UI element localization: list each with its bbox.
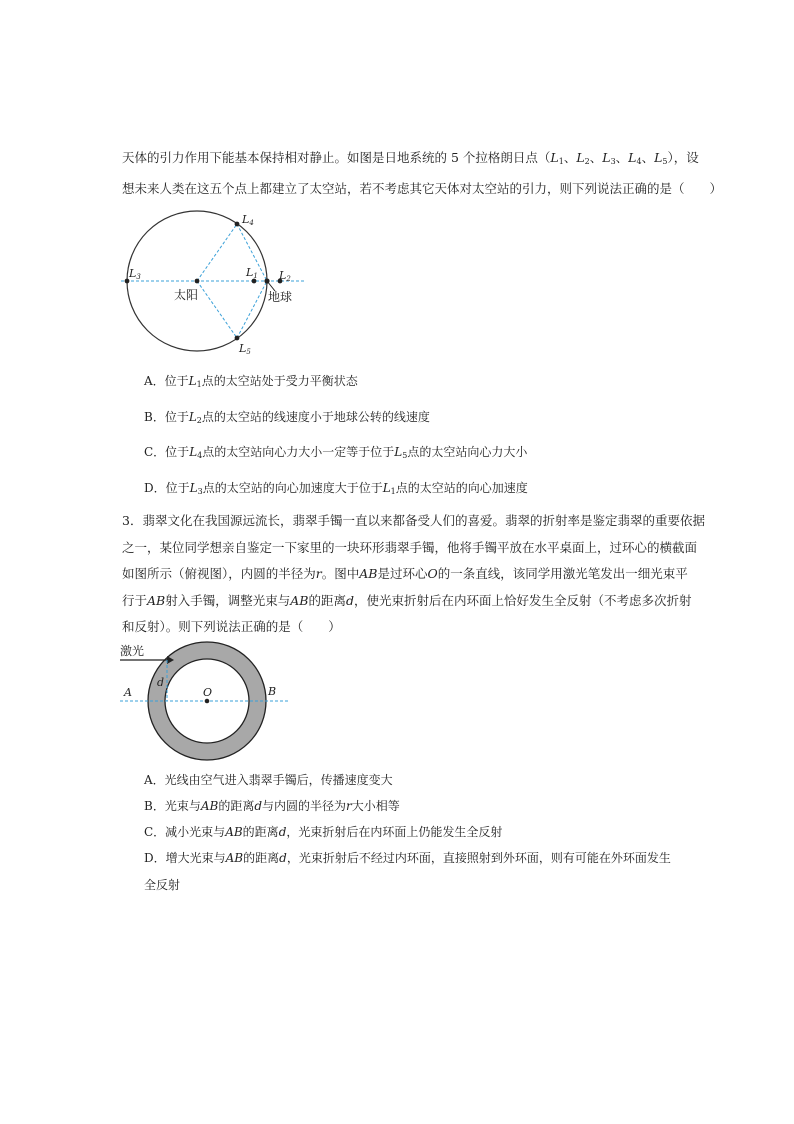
q3-stem-line3	[122, 566, 688, 582]
var-ab: AB	[290, 593, 309, 608]
q2-option-d[interactable]	[144, 480, 528, 500]
point-l4: L	[628, 150, 637, 165]
var-d: d	[278, 825, 287, 839]
text: 行于	[122, 593, 148, 608]
text: 射入手镯，调整光束与	[165, 593, 291, 608]
opt-text: 点的太空站的向心加速度	[395, 481, 528, 495]
q2-stem-line1	[122, 150, 699, 170]
q3-option-a[interactable]: A．光线由空气进入翡翠手镯后，传播速度变大	[144, 773, 393, 787]
opt-text: ，光束折射后不经过内环面，直接照射到外环面，则有可能在外环面发生	[286, 851, 671, 865]
var-ab: AB	[147, 593, 166, 608]
opt-var: L	[382, 481, 391, 495]
q2-stem-line2: 想未来人类在这五个点上都建立了太空站，若不考虑其它天体对太空站的引力，则下列说法正确的是（ ）	[122, 181, 723, 196]
sun-dot	[195, 279, 200, 284]
q2-option-a[interactable]	[144, 373, 358, 393]
text: 是过环心	[377, 566, 428, 581]
point-l3: L	[602, 150, 611, 165]
opt-text: B．位于	[144, 410, 189, 424]
sep: 、	[589, 150, 603, 165]
q3-option-c[interactable]	[144, 824, 502, 840]
opt-text: 点的太空站的线速度小于地球公转的线速度	[201, 410, 430, 424]
earth-label: 地球	[268, 290, 293, 304]
opt-text: 大小相等	[351, 799, 400, 813]
q3-option-d[interactable]	[144, 850, 671, 866]
text: 的一条直线，该同学用激光笔发出一细光束平	[437, 566, 688, 581]
sun-l4-line	[197, 224, 237, 281]
point-l4-sub: 4	[636, 157, 642, 166]
text: ，使光束折射后在内环面上恰好发生全反射（不考虑多次折射	[354, 593, 692, 608]
laser-label: 激光	[120, 644, 145, 658]
var-ab: AB	[359, 566, 378, 581]
opt-sub: 5	[402, 451, 408, 460]
sep: 、	[641, 150, 655, 165]
q2-stem-tail: ），设	[667, 150, 699, 165]
opt-text: A．位于	[144, 374, 189, 388]
text: 的距离	[308, 593, 346, 608]
l4-dot	[235, 222, 240, 227]
point-l3-sub: 3	[610, 157, 616, 166]
l1-label: L1	[246, 266, 258, 280]
text: 如图所示（俯视图），内圆的半径为	[122, 566, 316, 581]
l4-label: L4	[242, 213, 254, 227]
sep: 、	[563, 150, 577, 165]
var-d: d	[254, 799, 263, 813]
opt-text: 的距离	[218, 799, 255, 813]
opt-text: 与内圆的半径为	[262, 799, 347, 813]
opt-text: 点的太空站向心力大小一定等于位于	[202, 445, 395, 459]
sun-l5-line	[197, 281, 237, 338]
opt-text: 点的太空站向心力大小	[407, 445, 528, 459]
l5-label: L5	[239, 342, 251, 356]
var-d: d	[279, 851, 287, 865]
opt-text: 的距离	[242, 825, 279, 839]
center-dot	[205, 699, 210, 704]
opt-var: L	[189, 481, 198, 495]
point-a-label: A	[124, 686, 132, 699]
point-l1-sub: 1	[558, 157, 564, 166]
l3-label: L3	[129, 267, 141, 281]
q3-stem-line4	[122, 593, 692, 609]
opt-text: C．位于	[144, 445, 190, 459]
q2-stem-text: 天体的引力作用下能基本保持相对静止。如图是日地系统的 5 个拉格朗日点（	[122, 150, 551, 165]
var-ab: AB	[200, 799, 219, 813]
text: 。图中	[321, 566, 360, 581]
sun-label: 太阳	[174, 288, 199, 302]
q3-stem-line5: 和反射）。则下列说法正确的是（ ）	[122, 619, 341, 634]
opt-sub: 4	[197, 451, 203, 460]
lagrange-figure	[115, 205, 315, 355]
q3-option-d-line2: 全反射	[144, 878, 181, 892]
opt-var: L	[394, 445, 403, 459]
opt-sub: 3	[197, 487, 203, 496]
opt-var: L	[188, 410, 197, 424]
distance-d-label: d	[157, 676, 165, 689]
point-l5: L	[654, 150, 663, 165]
bracelet-figure	[118, 640, 298, 760]
point-l2-sub: 2	[584, 157, 590, 166]
opt-text: B．光束与	[144, 799, 201, 813]
sep: 、	[615, 150, 629, 165]
q3-stem-line2: 之一，某位同学想亲自鉴定一下家里的一块环形翡翠手镯，他将手镯平放在水平桌面上，过环心的横截面	[122, 540, 698, 555]
opt-sub: 2	[196, 416, 202, 425]
opt-text: D．增大光束与	[144, 851, 226, 865]
opt-var: L	[188, 374, 197, 388]
opt-sub: 1	[390, 487, 396, 496]
opt-text: ，光束折射后在内环面上仍能发生全反射	[286, 825, 503, 839]
opt-text: 点的太空站处于受力平衡状态	[201, 374, 358, 388]
l5-dot	[235, 336, 240, 341]
q2-option-c[interactable]	[144, 444, 527, 464]
q3-option-b[interactable]	[144, 798, 400, 814]
var-ab: AB	[225, 825, 243, 839]
point-l2: L	[576, 150, 585, 165]
opt-var: L	[189, 445, 198, 459]
q3-stem-line1: 3．翡翠文化在我国源远流长，翡翠手镯一直以来都备受人们的喜爱。翡翠的折射率是鉴定翡翠的重要依据	[122, 513, 705, 528]
l5-earth-line	[237, 281, 267, 338]
var-r: r	[315, 566, 322, 581]
point-b-label: B	[268, 685, 277, 698]
center-o-label: O	[203, 686, 213, 699]
point-l5-sub: 5	[662, 157, 668, 166]
opt-text: 的距离	[243, 851, 280, 865]
var-o: O	[427, 566, 438, 581]
opt-sub: 1	[196, 380, 202, 389]
var-r: r	[346, 799, 352, 813]
opt-text: C．减小光束与	[144, 825, 226, 839]
opt-text: 点的太空站的向心加速度大于位于	[202, 481, 383, 495]
var-ab: AB	[225, 851, 244, 865]
point-l1: L	[550, 150, 559, 165]
var-d: d	[345, 593, 354, 608]
q2-option-b[interactable]	[144, 409, 430, 429]
l2-label: L2	[279, 269, 291, 283]
opt-text: D．位于	[144, 481, 190, 495]
